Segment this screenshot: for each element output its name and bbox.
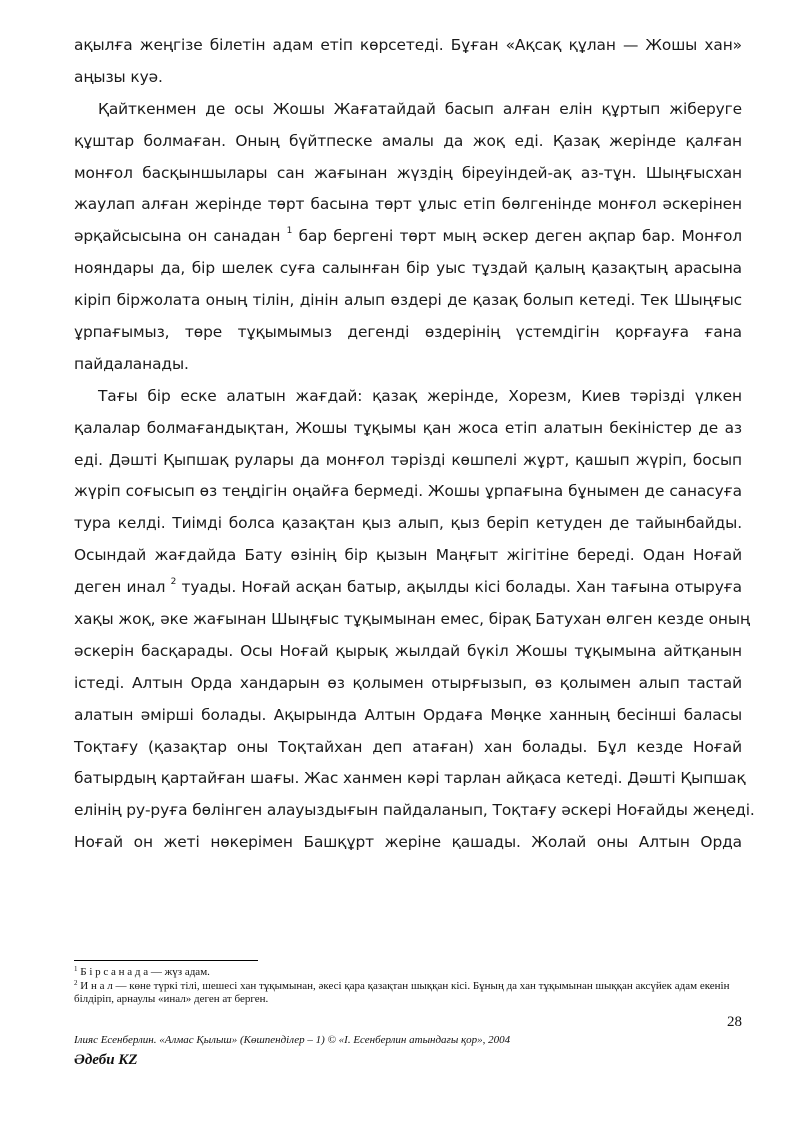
footnote-2 — [74, 980, 742, 1007]
text-line: Осындай жағдайда Бату өзінің бір қызын Маңғыт жігітіне береді. Одан Ноғай — [74, 546, 742, 565]
text-line: батырдың қартайған шағы. Жас ханмен кәрі тарлан айқаса кетеді. Дәшті Қыпшақ — [74, 769, 746, 788]
publisher-name: Әдеби KZ — [74, 1052, 138, 1068]
text-line: Тағы бір еске алатын жағдай: қазақ жерінде, Хорезм, Киев тәрізді үлкен — [98, 386, 742, 405]
text-line: хақы жоқ, әке жағынан Шыңғыс тұқымынан емес, бірақ Батухан өлген кезде оның — [74, 610, 750, 629]
text-line: пайдаланады. — [74, 354, 189, 373]
footnote-ref-1[interactable]: 1 — [286, 226, 293, 237]
footnote-1 — [74, 966, 742, 980]
text-fragment: деген инал — [74, 578, 166, 597]
source-citation: Ілияс Есенберлин. «Алмас Қылыш» (Көшпенділер – 1) © «І. Есенберлин атындағы қор», 2004 — [74, 1034, 511, 1046]
text-line: жүріп соғысып өз теңдігін оңайға бермеді. Жошы ұрпағына бұнымен де санасуға — [74, 482, 742, 501]
text-line: құштар болмаған. Оның бүйтпеске амалы да жоқ еді. Қазақ жерінде қалған — [74, 131, 742, 150]
text-line: тура келді. Тиімді болса қазақтан қыз алып, қыз беріп кетуден де тайынбайды. — [74, 514, 742, 533]
text-fragment: бар бергені төрт мың әскер деген ақпар бар. Монғол — [298, 227, 742, 246]
text-line: ұрпағымыз, төре тұқымымыз дегенді өздерінің үстемдігін қорғауға ғана — [74, 323, 742, 342]
text-fragment: әрқайсысына он санадан — [74, 227, 281, 246]
text-line: Қайткенмен де осы Жошы Жағатайдай басып алған елін құртып жіберуге — [98, 99, 742, 118]
text-line: әскерін басқарады. Осы Ноғай қырық жылдай бүкіл Жошы тұқымына айтқанын — [74, 641, 742, 660]
footnotes — [74, 966, 742, 1007]
footnote-ref-2[interactable]: 2 — [170, 577, 177, 588]
text-line: істеді. Алтын Орда хандарын өз қолымен отырғызып, өз қолымен алып тастай — [74, 673, 742, 692]
text-line — [74, 221, 742, 253]
text-line: аңызы куә. — [74, 67, 163, 86]
text-fragment: туады. Ноғай асқан батыр, ақылды кісі болады. Хан тағына отыруға — [181, 578, 743, 597]
page-number: 28 — [727, 1014, 742, 1030]
text-line: алатын әмірші болады. Ақырында Алтын Ордаға Мөңке ханның бесінші баласы — [74, 705, 742, 724]
text-line: Ноғай он жеті нөкерімен Башқұрт жеріне қашады. Жолай оны Алтын Орда — [74, 833, 742, 852]
text-line: қалалар болмағандықтан, Жошы тұқымы қан жоса етіп алатын бекіністер де аз — [74, 418, 742, 437]
text-line: еді. Дәшті Қыпшақ рулары да монғол тәрізді көшпелі жұрт, қашып жүріп, босып — [74, 450, 742, 469]
main-text — [74, 30, 755, 859]
footnote-divider — [74, 960, 258, 961]
text-line — [74, 572, 742, 604]
text-line: елінің ру-руға бөлінген алауыздығын пайдаланып, Тоқтағу әскері Ноғайды жеңеді. — [74, 801, 755, 820]
footnote-text: Б і р с а н а д а — жүз адам. — [80, 966, 210, 978]
text-line: нояндары да, бір шелек суға салынған бір уыс тұздай қалың қазақтың арасына — [74, 259, 742, 278]
text-line: кіріп біржолата оның тілін, дінін алып өздері де қазақ болып кетеді. Тек Шыңғыс — [74, 291, 742, 310]
footnote-text: И н а л — көне түркі тілі, шешесі хан тұқымынан, әкесі қара қазақтан шыққан кісі. Бұның да хан тұқымынан шыққан аксүйек адам екенін білдіріп, арнаулы «инал» деген ат берген. — [74, 979, 730, 1005]
footnote-mark: 1 — [74, 965, 78, 973]
text-line: Тоқтағу (қазақтар оны Тоқтайхан деп атаған) хан болады. Бұл кезде Ноғай — [74, 737, 742, 756]
text-line: жаулап алған жерінде төрт басына төрт ұлыс етіп бөлгенінде монғол әскерінен — [74, 195, 742, 214]
text-line: ақылға жеңгізе білетін адам етіп көрсетеді. Бұған «Ақсақ құлан — Жошы хан» — [74, 36, 742, 54]
footnote-mark: 2 — [74, 978, 78, 987]
text-line: монғол басқыншылары сан жағынан жүздің біреуіндей-ақ аз-тұн. Шыңғысхан — [74, 163, 742, 182]
